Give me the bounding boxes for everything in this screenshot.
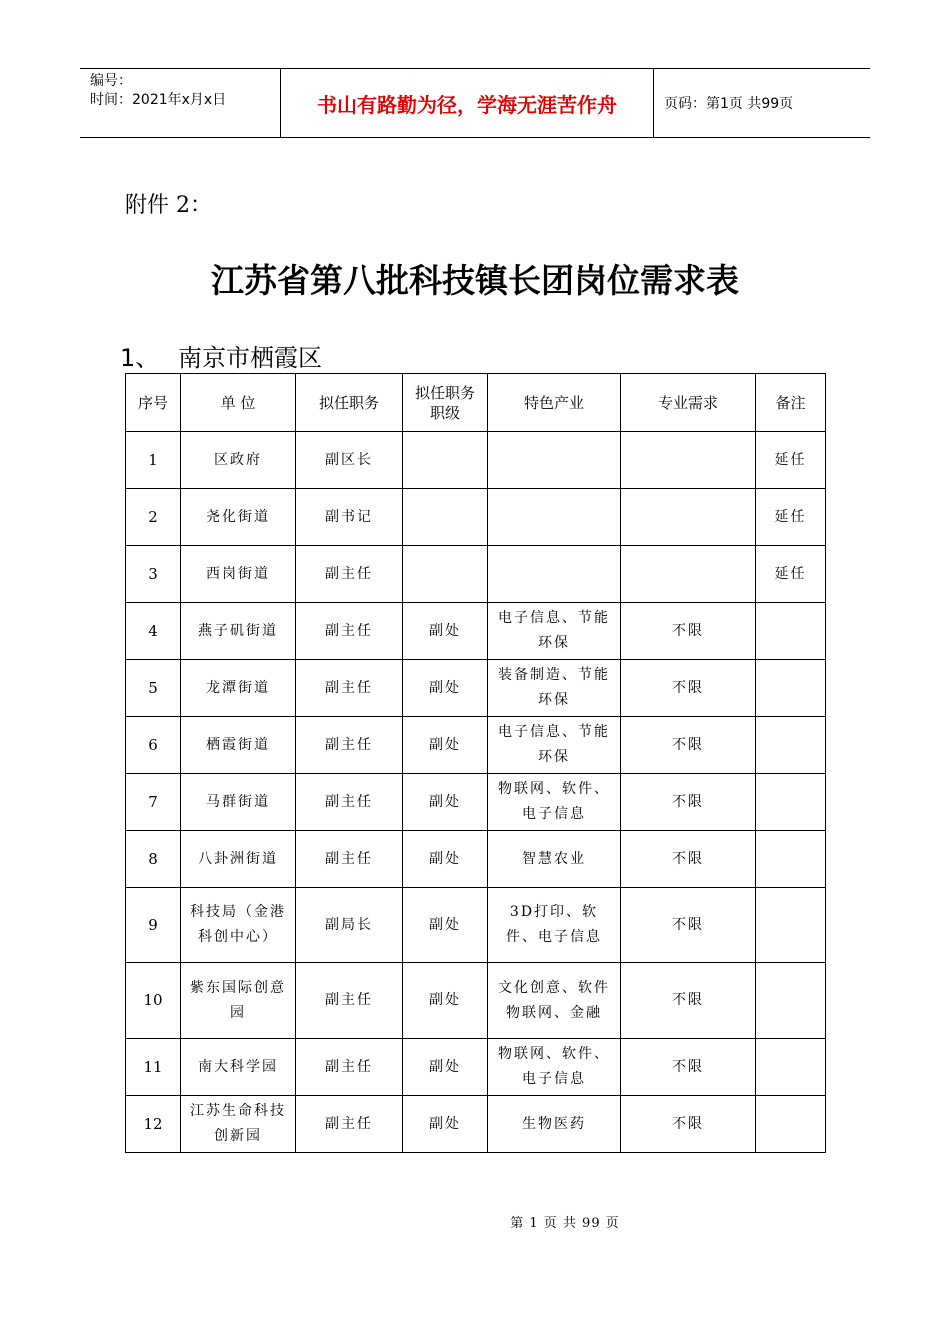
cell-note: [756, 888, 826, 963]
cell-note: [756, 660, 826, 717]
cell-major: 不限: [621, 774, 756, 831]
cell-serial: 4: [126, 603, 181, 660]
cell-major: [621, 546, 756, 603]
cell-rank: 副处: [403, 1039, 488, 1096]
cell-unit: 区政府: [181, 432, 296, 489]
cell-unit: 燕子矶街道: [181, 603, 296, 660]
table-row: [126, 888, 826, 963]
section-heading: [120, 338, 322, 373]
header-page-info: 页码：第1页 共99页: [664, 96, 794, 112]
cell-major: 不限: [621, 963, 756, 1039]
cell-position: 副主任: [296, 546, 403, 603]
cell-position: 副书记: [296, 489, 403, 546]
table-row: [126, 963, 826, 1039]
position-demand-table: [125, 373, 826, 1153]
cell-major: 不限: [621, 831, 756, 888]
cell-note: [756, 963, 826, 1039]
cell-serial: 6: [126, 717, 181, 774]
table-row: [126, 1039, 826, 1096]
cell-rank: 副处: [403, 888, 488, 963]
attachment-label: 附件 2：: [125, 193, 212, 218]
cell-unit: 八卦洲街道: [181, 831, 296, 888]
cell-serial: 10: [126, 963, 181, 1039]
cell-major: 不限: [621, 717, 756, 774]
cell-major: 不限: [621, 888, 756, 963]
cell-note: 延任: [756, 489, 826, 546]
cell-position: 副区长: [296, 432, 403, 489]
cell-rank: 副处: [403, 831, 488, 888]
cell-rank: 副处: [403, 717, 488, 774]
col-header-unit: 单 位: [181, 374, 296, 432]
cell-unit: 龙潭街道: [181, 660, 296, 717]
col-header-rank: 拟任职务职级: [403, 374, 488, 432]
cell-serial: 12: [126, 1096, 181, 1153]
cell-industry: 文化创意、软件物联网、金融: [488, 963, 621, 1039]
table-row: [126, 660, 826, 717]
table-row: [126, 717, 826, 774]
cell-note: 延任: [756, 432, 826, 489]
cell-serial: 5: [126, 660, 181, 717]
cell-serial: 9: [126, 888, 181, 963]
col-header-position: 拟任职务: [296, 374, 403, 432]
header-id-label: 编号：: [90, 73, 132, 89]
cell-serial: 7: [126, 774, 181, 831]
table-row: [126, 546, 826, 603]
cell-serial: 11: [126, 1039, 181, 1096]
cell-position: 副主任: [296, 1039, 403, 1096]
page-footer: 第 1 页 共 99 页: [510, 1216, 620, 1231]
cell-note: [756, 603, 826, 660]
cell-rank: 副处: [403, 963, 488, 1039]
table-row: [126, 489, 826, 546]
cell-unit: 西岗街道: [181, 546, 296, 603]
cell-rank: [403, 546, 488, 603]
cell-note: [756, 831, 826, 888]
header-motto: 书山有路勤为径，学海无涯苦作舟: [281, 69, 654, 137]
cell-rank: 副处: [403, 660, 488, 717]
cell-serial: 3: [126, 546, 181, 603]
table-row: [126, 1096, 826, 1153]
table-header-row: [126, 374, 826, 432]
header-meta: [80, 69, 281, 137]
header-time-label: 时间：2021年x月x日: [90, 92, 227, 108]
cell-rank: [403, 489, 488, 546]
cell-industry: 电子信息、节能环保: [488, 717, 621, 774]
col-header-industry: 特色产业: [488, 374, 621, 432]
col-header-note: 备注: [756, 374, 826, 432]
cell-industry: 电子信息、节能环保: [488, 603, 621, 660]
table-row: [126, 774, 826, 831]
cell-position: 副主任: [296, 831, 403, 888]
cell-industry: [488, 489, 621, 546]
page-header: [80, 68, 870, 138]
cell-unit: 江苏生命科技创新园: [181, 1096, 296, 1153]
cell-unit: 紫东国际创意园: [181, 963, 296, 1039]
cell-position: 副局长: [296, 888, 403, 963]
cell-major: 不限: [621, 1039, 756, 1096]
cell-serial: 8: [126, 831, 181, 888]
cell-position: 副主任: [296, 774, 403, 831]
cell-industry: 物联网、软件、电子信息: [488, 1039, 621, 1096]
cell-industry: [488, 546, 621, 603]
cell-unit: 马群街道: [181, 774, 296, 831]
cell-major: 不限: [621, 1096, 756, 1153]
cell-position: 副主任: [296, 660, 403, 717]
cell-rank: 副处: [403, 774, 488, 831]
col-header-serial: 序号: [126, 374, 181, 432]
cell-unit: 尧化街道: [181, 489, 296, 546]
cell-industry: 生物医药: [488, 1096, 621, 1153]
table-row: [126, 432, 826, 489]
cell-unit: 科技局（金港科创中心）: [181, 888, 296, 963]
cell-industry: 物联网、软件、电子信息: [488, 774, 621, 831]
cell-rank: 副处: [403, 1096, 488, 1153]
document-title: 江苏省第八批科技镇长团岗位需求表: [211, 261, 739, 300]
cell-note: [756, 717, 826, 774]
cell-position: 副主任: [296, 963, 403, 1039]
cell-serial: 1: [126, 432, 181, 489]
cell-industry: 智慧农业: [488, 831, 621, 888]
section-number: 1、: [120, 344, 160, 372]
cell-industry: [488, 432, 621, 489]
cell-note: [756, 774, 826, 831]
section-name: 南京市栖霞区: [178, 344, 322, 372]
col-header-major: 专业需求: [621, 374, 756, 432]
cell-rank: [403, 432, 488, 489]
cell-rank: 副处: [403, 603, 488, 660]
table-row: [126, 603, 826, 660]
cell-position: 副主任: [296, 603, 403, 660]
cell-major: 不限: [621, 603, 756, 660]
cell-unit: 栖霞街道: [181, 717, 296, 774]
cell-unit: 南大科学园: [181, 1039, 296, 1096]
cell-major: [621, 432, 756, 489]
cell-note: [756, 1039, 826, 1096]
cell-major: 不限: [621, 660, 756, 717]
cell-industry: 3D打印、软件、电子信息: [488, 888, 621, 963]
cell-major: [621, 489, 756, 546]
cell-position: 副主任: [296, 1096, 403, 1153]
cell-note: 延任: [756, 546, 826, 603]
table-row: [126, 831, 826, 888]
cell-industry: 装备制造、节能环保: [488, 660, 621, 717]
cell-position: 副主任: [296, 717, 403, 774]
cell-note: [756, 1096, 826, 1153]
cell-serial: 2: [126, 489, 181, 546]
